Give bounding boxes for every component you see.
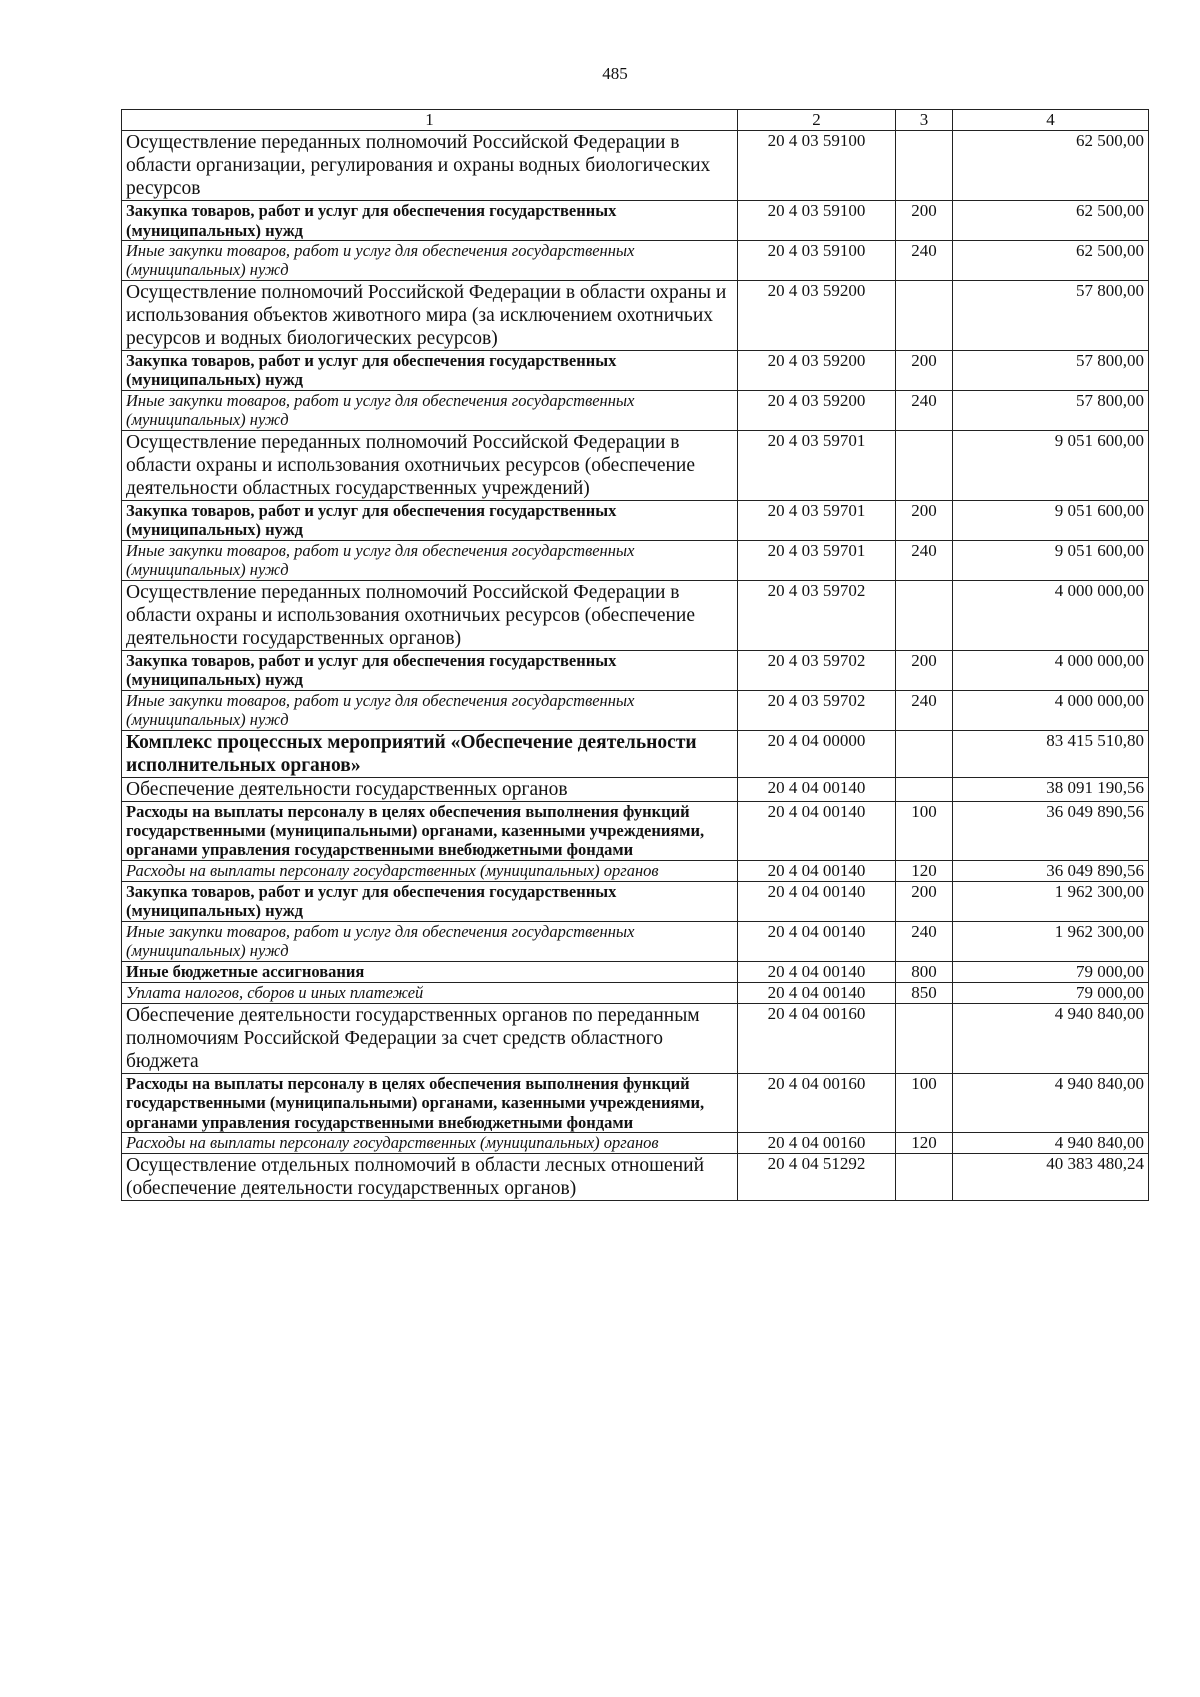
table-row — [122, 1154, 1149, 1201]
row-code: 20 4 03 59200 — [738, 280, 896, 350]
row-code: 20 4 03 59100 — [738, 131, 896, 201]
row-kvr: 200 — [896, 882, 953, 922]
table-row — [122, 1003, 1149, 1073]
row-name: Закупка товаров, работ и услуг для обеспечения государственных (муниципальных) нужд — [122, 500, 738, 540]
row-amount: 57 800,00 — [953, 280, 1149, 350]
row-amount: 57 800,00 — [953, 350, 1149, 390]
table-row — [122, 961, 1149, 982]
row-amount: 62 500,00 — [953, 131, 1149, 201]
column-header-kvr: 3 — [896, 110, 953, 131]
row-name: Закупка товаров, работ и услуг для обеспечения государственных (муниципальных) нужд — [122, 882, 738, 922]
row-kvr: 240 — [896, 921, 953, 961]
row-name: Осуществление переданных полномочий Российской Федерации в области организации, регулирования и охраны водных биологических ресурсов — [122, 131, 738, 201]
row-code: 20 4 03 59702 — [738, 650, 896, 690]
row-kvr: 100 — [896, 1073, 953, 1132]
row-amount: 4 000 000,00 — [953, 650, 1149, 690]
table-row — [122, 1073, 1149, 1132]
row-kvr — [896, 777, 953, 801]
row-name: Осуществление переданных полномочий Российской Федерации в области охраны и использования охотничьих ресурсов (обеспечение деятельности государственных органов) — [122, 580, 738, 650]
row-amount: 83 415 510,80 — [953, 730, 1149, 777]
row-kvr — [896, 730, 953, 777]
row-name: Расходы на выплаты персоналу в целях обеспечения выполнения функций государственными (муниципальными) органами, казенными учреждениями, органами управления государственными внебюджетными фондами — [122, 801, 738, 860]
row-kvr: 200 — [896, 500, 953, 540]
row-kvr: 120 — [896, 1133, 953, 1154]
row-amount: 79 000,00 — [953, 961, 1149, 982]
row-name: Иные закупки товаров, работ и услуг для обеспечения государственных (муниципальных) нужд — [122, 690, 738, 730]
row-kvr — [896, 1003, 953, 1073]
row-kvr — [896, 1154, 953, 1201]
row-kvr — [896, 580, 953, 650]
table-row — [122, 430, 1149, 500]
row-amount: 79 000,00 — [953, 982, 1149, 1003]
row-kvr: 120 — [896, 860, 953, 881]
row-amount: 9 051 600,00 — [953, 540, 1149, 580]
table-row — [122, 350, 1149, 390]
row-kvr: 240 — [896, 690, 953, 730]
table-row — [122, 201, 1149, 241]
row-kvr: 200 — [896, 350, 953, 390]
row-kvr: 100 — [896, 801, 953, 860]
row-amount: 62 500,00 — [953, 201, 1149, 241]
row-code: 20 4 03 59702 — [738, 690, 896, 730]
table-row — [122, 131, 1149, 201]
row-code: 20 4 04 00000 — [738, 730, 896, 777]
row-kvr — [896, 280, 953, 350]
table-row — [122, 390, 1149, 430]
row-name: Иные бюджетные ассигнования — [122, 961, 738, 982]
row-name: Иные закупки товаров, работ и услуг для обеспечения государственных (муниципальных) нужд — [122, 240, 738, 280]
row-code: 20 4 03 59701 — [738, 430, 896, 500]
row-code: 20 4 04 00140 — [738, 882, 896, 922]
row-amount: 4 000 000,00 — [953, 580, 1149, 650]
table-row — [122, 777, 1149, 801]
page-number: 485 — [602, 64, 628, 83]
row-code: 20 4 04 51292 — [738, 1154, 896, 1201]
row-amount: 1 962 300,00 — [953, 882, 1149, 922]
row-code: 20 4 03 59100 — [738, 201, 896, 241]
row-kvr: 200 — [896, 650, 953, 690]
row-code: 20 4 04 00160 — [738, 1003, 896, 1073]
budget-table — [121, 109, 1149, 1201]
row-kvr: 240 — [896, 240, 953, 280]
row-code: 20 4 03 59200 — [738, 350, 896, 390]
row-kvr: 240 — [896, 390, 953, 430]
row-code: 20 4 03 59701 — [738, 500, 896, 540]
row-code: 20 4 04 00160 — [738, 1133, 896, 1154]
row-name: Иные закупки товаров, работ и услуг для обеспечения государственных (муниципальных) нужд — [122, 921, 738, 961]
column-header-name: 1 — [122, 110, 738, 131]
row-kvr — [896, 430, 953, 500]
row-code: 20 4 04 00140 — [738, 982, 896, 1003]
row-kvr: 200 — [896, 201, 953, 241]
table-row — [122, 240, 1149, 280]
table-row — [122, 921, 1149, 961]
row-amount: 40 383 480,24 — [953, 1154, 1149, 1201]
column-header-amount: 4 — [953, 110, 1149, 131]
row-amount: 62 500,00 — [953, 240, 1149, 280]
row-amount: 1 962 300,00 — [953, 921, 1149, 961]
row-kvr: 850 — [896, 982, 953, 1003]
row-name: Комплекс процессных мероприятий «Обеспечение деятельности исполнительных органов» — [122, 730, 738, 777]
table-row — [122, 801, 1149, 860]
row-code: 20 4 03 59701 — [738, 540, 896, 580]
table-row — [122, 860, 1149, 881]
row-amount: 9 051 600,00 — [953, 500, 1149, 540]
row-amount: 57 800,00 — [953, 390, 1149, 430]
row-amount: 38 091 190,56 — [953, 777, 1149, 801]
row-code: 20 4 03 59200 — [738, 390, 896, 430]
row-code: 20 4 04 00140 — [738, 801, 896, 860]
table-row — [122, 540, 1149, 580]
table-row — [122, 730, 1149, 777]
row-amount: 4 940 840,00 — [953, 1003, 1149, 1073]
row-amount: 9 051 600,00 — [953, 430, 1149, 500]
row-kvr — [896, 131, 953, 201]
row-name: Обеспечение деятельности государственных органов по переданным полномочиям Российской Федерации за счет средств областного бюджета — [122, 1003, 738, 1073]
row-name: Закупка товаров, работ и услуг для обеспечения государственных (муниципальных) нужд — [122, 650, 738, 690]
table-row — [122, 982, 1149, 1003]
table-row — [122, 580, 1149, 650]
row-amount: 36 049 890,56 — [953, 860, 1149, 881]
row-kvr: 240 — [896, 540, 953, 580]
row-name: Иные закупки товаров, работ и услуг для обеспечения государственных (муниципальных) нужд — [122, 540, 738, 580]
table-row — [122, 500, 1149, 540]
row-name: Иные закупки товаров, работ и услуг для обеспечения государственных (муниципальных) нужд — [122, 390, 738, 430]
row-amount: 4 000 000,00 — [953, 690, 1149, 730]
table-row — [122, 650, 1149, 690]
row-code: 20 4 04 00160 — [738, 1073, 896, 1132]
row-name: Расходы на выплаты персоналу государственных (муниципальных) органов — [122, 1133, 738, 1154]
row-name: Осуществление полномочий Российской Федерации в области охраны и использования объектов животного мира (за исключением охотничьих ресурсов и водных биологических ресурсов) — [122, 280, 738, 350]
row-name: Осуществление переданных полномочий Российской Федерации в области охраны и использования охотничьих ресурсов (обеспечение деятельности областных государственных учреждений) — [122, 430, 738, 500]
row-code: 20 4 03 59702 — [738, 580, 896, 650]
row-name: Расходы на выплаты персоналу в целях обеспечения выполнения функций государственными (муниципальными) органами, казенными учреждениями, органами управления государственными внебюджетными фондами — [122, 1073, 738, 1132]
row-name: Расходы на выплаты персоналу государственных (муниципальных) органов — [122, 860, 738, 881]
table-row — [122, 280, 1149, 350]
row-code: 20 4 04 00140 — [738, 921, 896, 961]
header-row — [122, 110, 1149, 131]
table-row — [122, 690, 1149, 730]
row-name: Уплата налогов, сборов и иных платежей — [122, 982, 738, 1003]
row-amount: 4 940 840,00 — [953, 1073, 1149, 1132]
row-code: 20 4 04 00140 — [738, 961, 896, 982]
row-code: 20 4 04 00140 — [738, 777, 896, 801]
row-amount: 4 940 840,00 — [953, 1133, 1149, 1154]
row-name: Закупка товаров, работ и услуг для обеспечения государственных (муниципальных) нужд — [122, 350, 738, 390]
column-header-code: 2 — [738, 110, 896, 131]
row-kvr: 800 — [896, 961, 953, 982]
row-amount: 36 049 890,56 — [953, 801, 1149, 860]
row-name: Осуществление отдельных полномочий в области лесных отношений (обеспечение деятельности государственных органов) — [122, 1154, 738, 1201]
table-row — [122, 1133, 1149, 1154]
row-code: 20 4 03 59100 — [738, 240, 896, 280]
row-code: 20 4 04 00140 — [738, 860, 896, 881]
table-row — [122, 882, 1149, 922]
row-name: Обеспечение деятельности государственных органов — [122, 777, 738, 801]
row-name: Закупка товаров, работ и услуг для обеспечения государственных (муниципальных) нужд — [122, 201, 738, 241]
